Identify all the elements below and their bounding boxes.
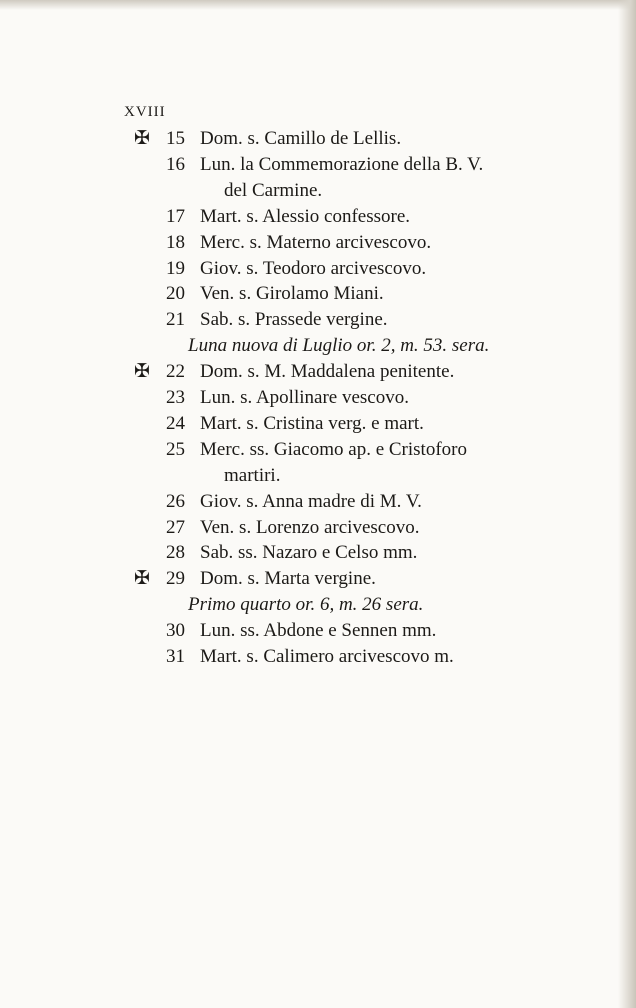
calendar-entry xyxy=(166,232,431,254)
day-number: 25 xyxy=(166,438,185,460)
page-right-edge xyxy=(618,0,636,1008)
calendar-entry xyxy=(166,413,424,435)
entry-text: Dom. s. Camillo de Lellis. xyxy=(200,128,402,149)
calendar-entry xyxy=(166,128,401,150)
entry-text: Lun. s. Apollinare vescovo. xyxy=(200,387,409,408)
day-number: 21 xyxy=(166,309,185,331)
page-top-edge xyxy=(0,0,636,10)
day-number: 31 xyxy=(166,646,185,667)
day-number: 17 xyxy=(166,205,185,227)
entry-text: Sab. s. Prassede vergine. xyxy=(200,309,388,331)
cross-pattee-icon: ✠ xyxy=(134,568,150,590)
entry-text: Ven. s. Lorenzo arcivescovo. xyxy=(200,516,420,538)
day-number: 15 xyxy=(166,128,185,149)
calendar-entry xyxy=(166,439,467,461)
day-number: 29 xyxy=(166,568,185,590)
entry-text: Mart. s. Alessio confessore. xyxy=(200,205,411,227)
day-number: 24 xyxy=(166,412,185,434)
entry-text: Lun. la Commemorazione della B. V. xyxy=(200,153,484,175)
entry-text: Ven. s. Girolamo Miani. xyxy=(200,283,384,305)
calendar-entry xyxy=(166,258,426,280)
calendar-entry xyxy=(166,154,483,176)
calendar-entry xyxy=(166,542,417,564)
day-number: 18 xyxy=(166,231,185,253)
day-number: 27 xyxy=(166,516,185,538)
day-number: 19 xyxy=(166,257,185,279)
entry-text: Mart. s. Calimero arcivescovo m. xyxy=(200,646,454,667)
day-number: 26 xyxy=(166,490,185,512)
cross-pattee-icon: ✠ xyxy=(134,128,150,149)
moon-phase-note: Luna nuova di Luglio or. 2, m. 53. sera. xyxy=(188,335,490,357)
calendar-entry xyxy=(166,646,454,668)
day-number: 30 xyxy=(166,620,185,642)
day-number: 20 xyxy=(166,283,185,305)
day-number: 23 xyxy=(166,387,185,408)
entry-text: Dom. s. Marta vergine. xyxy=(200,568,376,590)
entry-text: Dom. s. M. Maddalena penitente. xyxy=(200,361,455,383)
entry-text: Giov. s. Anna madre di M. V. xyxy=(200,490,422,512)
calendar-entry xyxy=(166,517,419,539)
calendar-entry xyxy=(166,283,384,305)
entry-continuation: del Carmine. xyxy=(224,179,323,201)
entry-text: Merc. ss. Giacomo ap. e Cristoforo xyxy=(200,438,467,460)
calendar-entry xyxy=(166,206,410,228)
calendar-entry xyxy=(166,309,388,331)
cross-pattee-icon: ✠ xyxy=(134,361,150,383)
page-folio: XVIII xyxy=(124,104,166,120)
calendar-entry xyxy=(166,387,409,409)
calendar-entry xyxy=(166,361,454,383)
entry-continuation: martiri. xyxy=(224,464,281,486)
day-number: 28 xyxy=(166,542,185,564)
entry-text: Lun. ss. Abdone e Sennen mm. xyxy=(200,620,437,642)
day-number: 22 xyxy=(166,361,185,383)
moon-phase-note: Primo quarto or. 6, m. 26 sera. xyxy=(188,594,424,616)
day-number: 16 xyxy=(166,153,185,175)
calendar-entry xyxy=(166,568,376,590)
calendar-entry xyxy=(166,491,422,513)
entry-text: Sab. ss. Nazaro e Celso mm. xyxy=(200,542,418,564)
entry-text: Giov. s. Teodoro arcivescovo. xyxy=(200,257,427,279)
calendar-entry xyxy=(166,620,436,642)
entry-text: Merc. s. Materno arcivescovo. xyxy=(200,231,432,253)
entry-text: Mart. s. Cristina verg. e mart. xyxy=(200,412,424,434)
